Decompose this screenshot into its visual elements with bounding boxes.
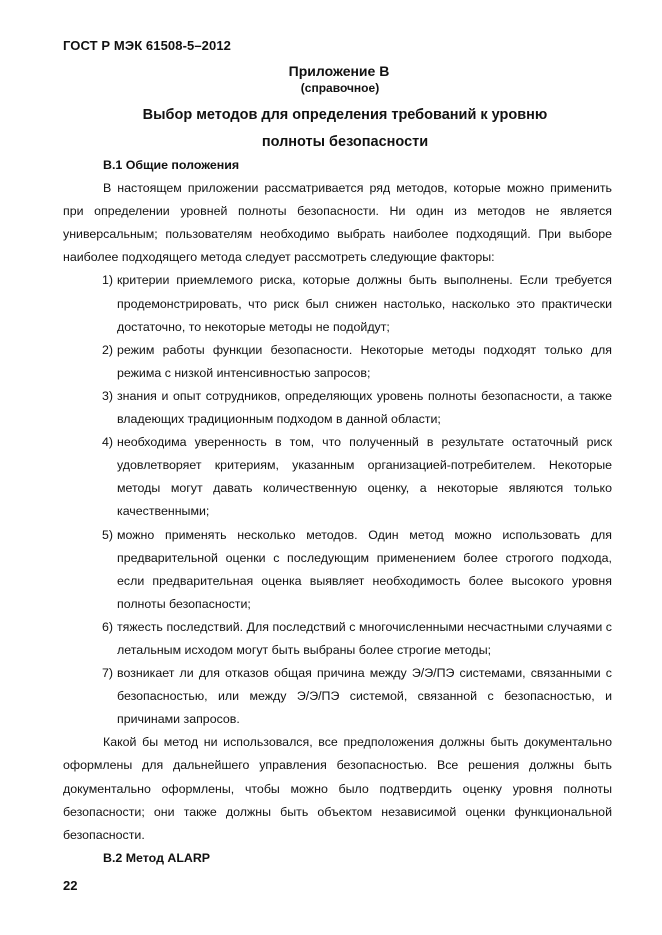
factor-item [63,431,612,523]
subsection-heading-b2: В.2 Метод ALARP [103,850,211,865]
factor-item [63,662,612,731]
factor-item [63,616,612,662]
factor-number: 1) [102,273,114,288]
section-title [0,102,662,156]
factor-text: тяжесть последствий. Для последствий с многочисленными несчастными случаями с летальным исходом могут быть выбраны более строгие методы; [117,619,612,657]
factor-item [63,385,612,431]
subsection-heading-b1: В.1 Общие положения [103,158,240,172]
document-code: ГОСТ Р МЭК 61508-5–2012 [63,38,231,53]
factor-text: режим работы функции безопасности. Некоторые методы подходят только для режима с низкой интенсивностью запросов; [117,342,612,380]
factor-text: возникает ли для отказов общая причина между Э/Э/ПЭ системами, связанными с безопасностью, или между Э/Э/ПЭ системой, связанной с безопасностью, и причинами запросов. [117,666,612,727]
intro-paragraph: В настоящем приложении рассматривается ряд методов, которые можно применить при определении уровней полноты безопасности. Ни один из методов не является универсальным; пользователям необходимо выбрать наиболее подходящий. При выборе наиболее подходящего метода следует рассмотреть следующие факторы: [63,181,612,265]
document-body [63,154,612,870]
section-title-line-2: полноты безопасности [261,134,429,150]
factor-text: можно применять несколько методов. Один метод можно использовать для предварительной оценки с последующим применением более строгого подхода, если предварительная оценка выявляет необходимость более высокого уровня полноты безопасности; [117,527,612,611]
appendix-subtitle: (справочное) [300,81,380,95]
factor-item [63,269,612,338]
section-title-line-1: Выбор методов для определения требований к уровню [142,107,548,123]
factors-list [63,269,612,731]
factor-item [63,524,612,616]
page-number: 22 [63,878,78,893]
closing-paragraph: Какой бы метод ни использовался, все предположения должны быть документально оформлены для дальнейшего управления безопасностью. Все решения должны быть документально оформлены, чтобы можно было подтвердить оценку уровня полноты безопасности; они также должны быть объектом независимой оценки функциональной безопасности. [63,735,612,842]
appendix-title: Приложение В [288,63,390,79]
factor-text: необходима уверенность в том, что полученный в результате остаточный риск удовлетворяет критериям, указанным организацией-потребителем. Некоторые методы могут давать количественную оценку, а некоторые являются только качественными; [117,435,612,519]
factor-number: 5) [102,527,114,542]
factor-number: 6) [102,619,114,634]
factor-number: 3) [102,388,114,403]
factor-number: 7) [102,666,114,681]
factor-number: 2) [102,342,114,357]
factor-text: знания и опыт сотрудников, определяющих уровень полноты безопасности, а также владеющих традиционным подходом в данной области; [117,388,612,427]
factor-item [63,339,612,385]
factor-text: критерии приемлемого риска, которые должны быть выполнены. Если требуется продемонстрировать, что риск был снижен настолько, насколько это практически достаточно, то некоторые методы не подойдут; [117,273,612,334]
factor-number: 4) [102,435,114,450]
